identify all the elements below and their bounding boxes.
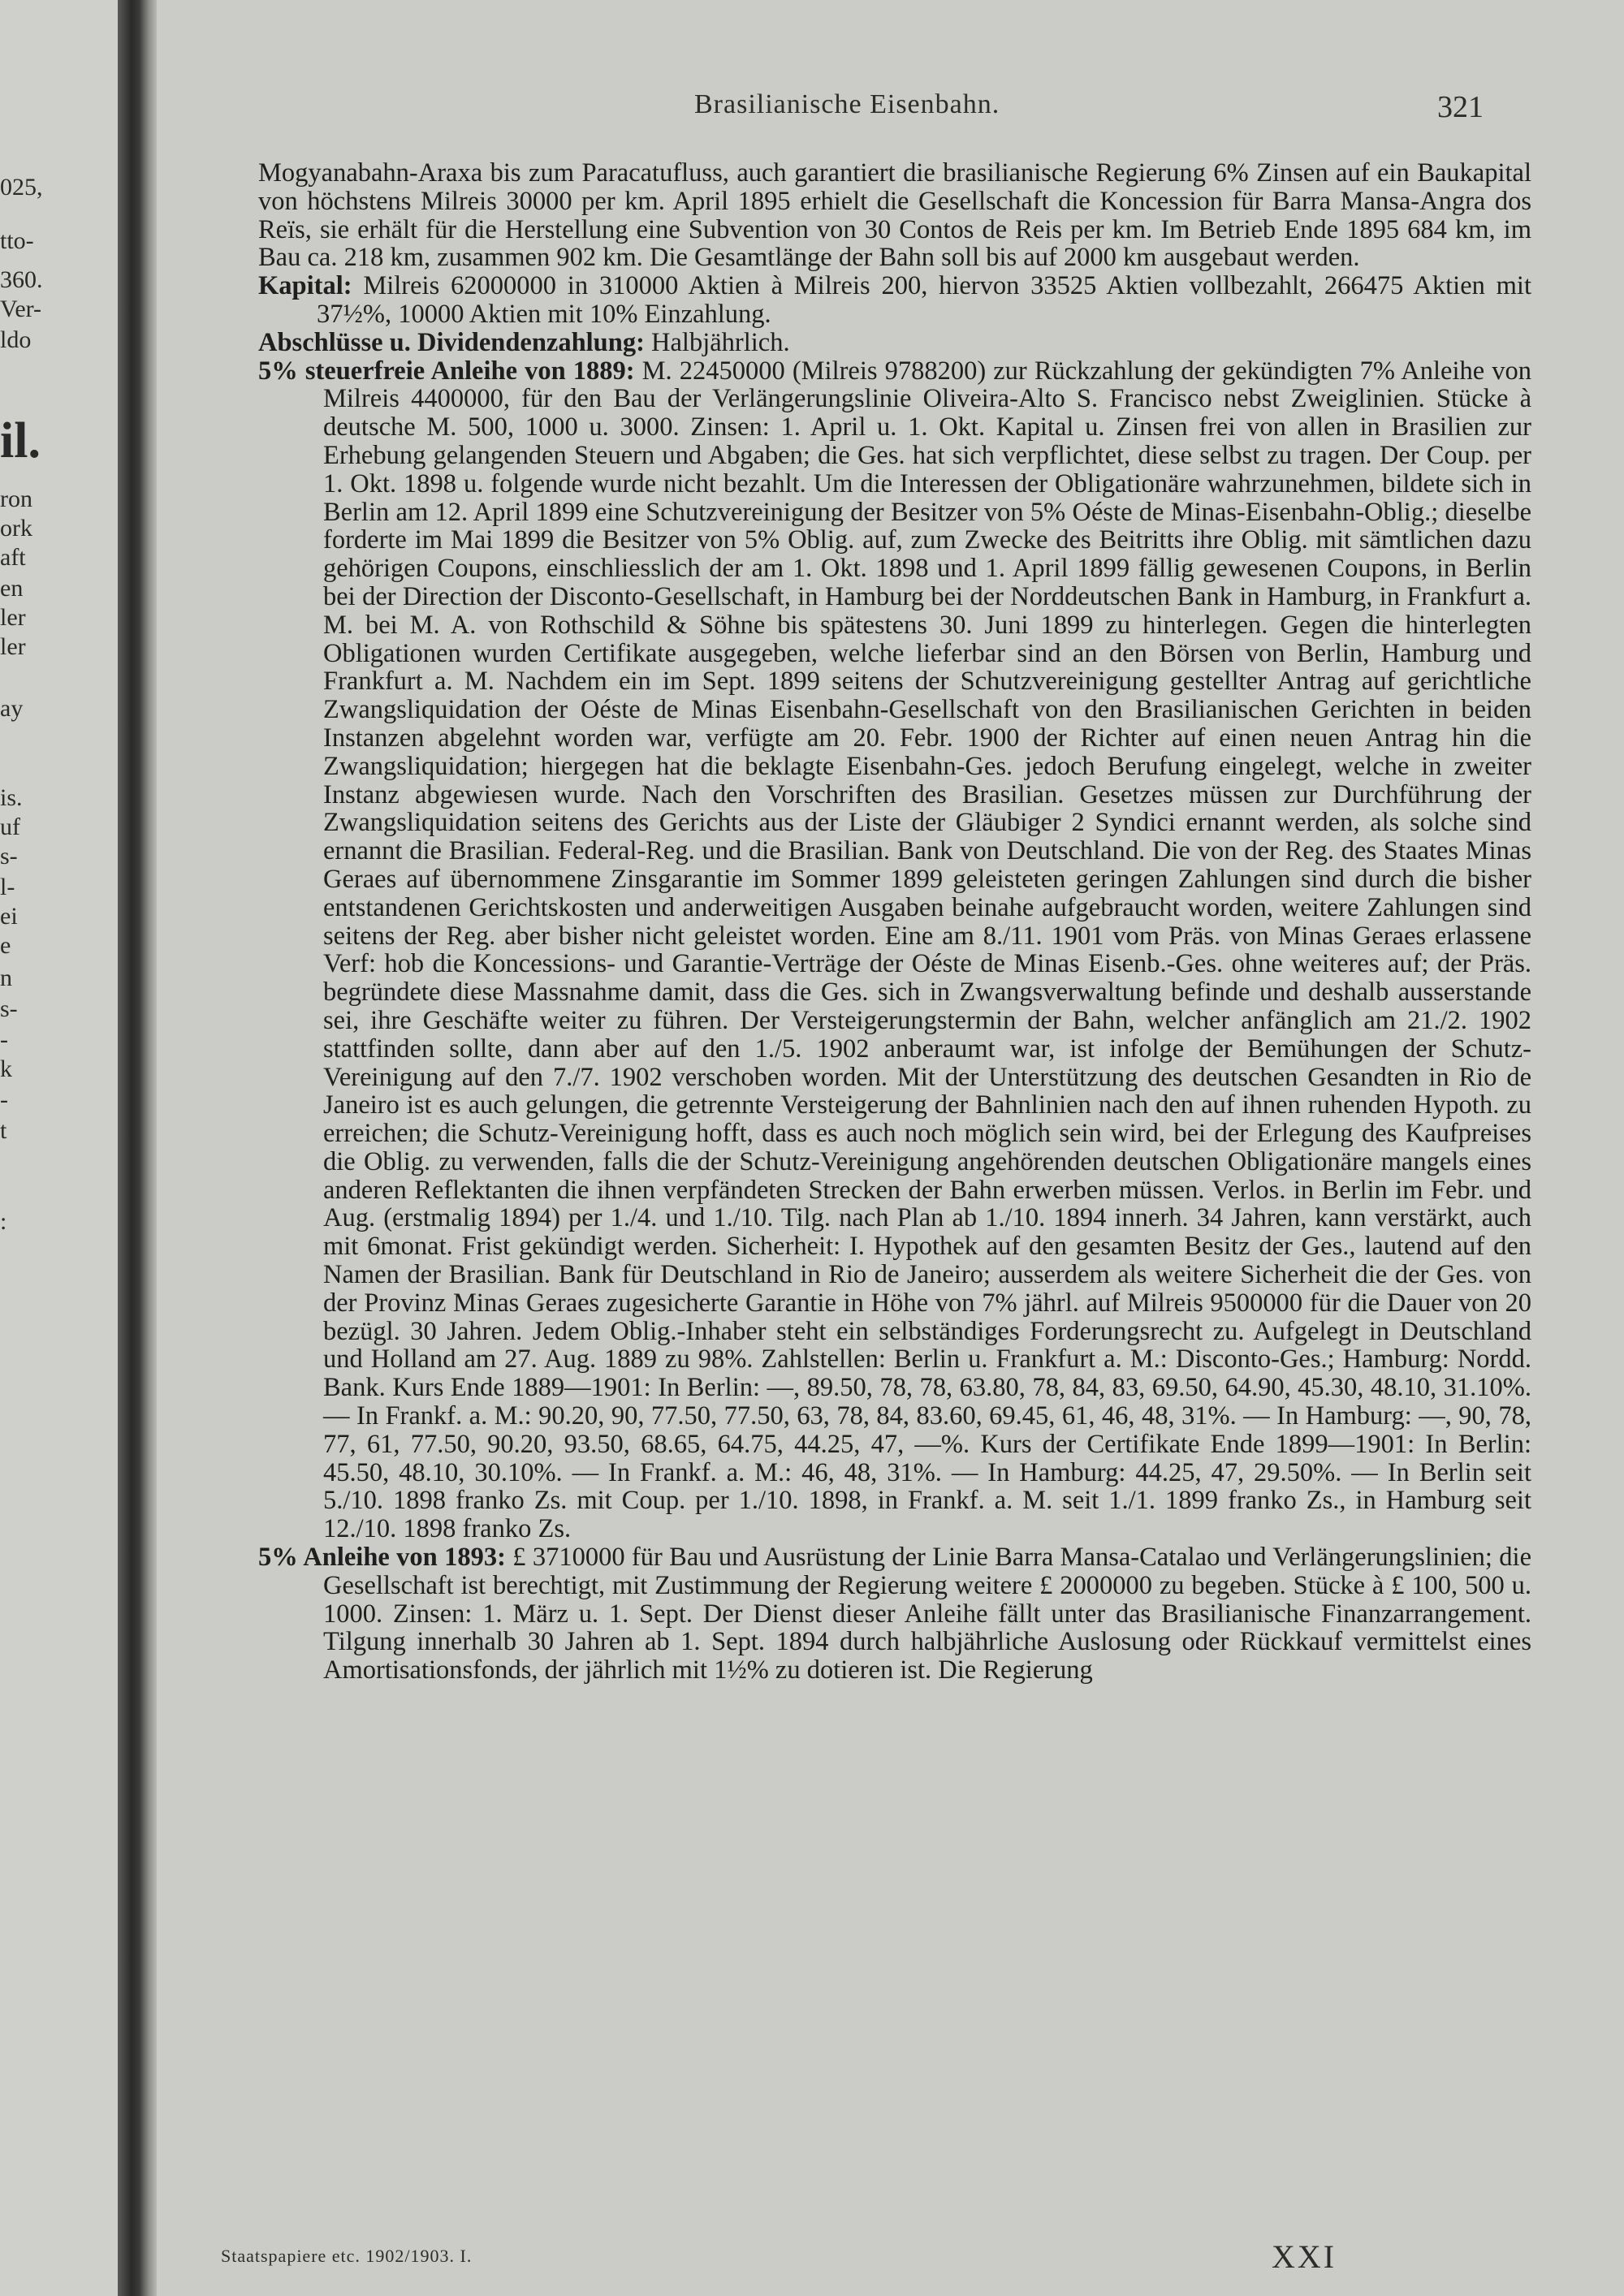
paragraph-text: £ 3710000 für Bau und Ausrüstung der Linie Barra Mansa-Catalao und Verlängerungslinien; die Gesellschaft ist berechtigt, mit Zustimmung der Regierung weitere £ 2000000 zu begeben. Stücke à £ 100, 500 u. 1000. Zinsen: 1. März u. 1. Sept. Der Dienst dieser Anleihe fällt unter das Brasilianische Finanzarrangement. Tilgung innerhalb 30 Jahren ab 1. Sept. 1894 durch halbjährliche Auslosung oder Rückkauf vermittelst eines Amortisationsfonds, der jährlich mit 1½% zu dotieren ist. Die Regierung: [323, 1543, 1531, 1685]
left-page-fragment: -: [0, 1026, 8, 1053]
paragraph-intro: [258, 159, 1531, 272]
paragraph-anleihe-1893: [258, 1543, 1531, 1685]
left-page-fragment: is.: [0, 784, 23, 811]
paragraph-lead: 5% Anleihe von 1893:: [258, 1543, 506, 1573]
paragraph-anleihe-1889: [258, 356, 1531, 1544]
left-page-strip: [0, 0, 122, 2296]
paragraph-text: M. 22450000 (Milreis 9788200) zur Rückzahlung der gekündigten 7% Anleihe von Milreis 4400000, für den Bau der Verlängerungslinie Oliveira-Alto S. Francisco nebst Zweiglinien. Stücke à deutsche M. 500, 1000 u. 3000. Zinsen: 1. April u. 1. Okt. Kapital u. Zinsen frei von allen in Brasilien zur Erhebung gelangenden Steuern und Abgaben; die Ges. hat sich verpflichtet, diese selbst zu tragen. Der Coup. per 1. Okt. 1898 u. folgende wurde nicht bezahlt. Um die Interessen der Obligationäre wahrzunehmen, bildete sich in Berlin am 12. April 1899 eine Schutzvereinigung der Besitzer von 5% Oéste de Minas-Eisenbahn-Oblig.; dieselbe forderte im Mai 1899 die Besitzer von 5% Oblig. auf, zum Zwecke des Beitritts ihre Oblig. mit sämtlichen dazu gehörigen Coupons, einschliesslich der am 1. Okt. 1898 und 1. April 1899 fällig gewesenen Coupons, in Berlin bei der Direction der Disconto-Gesellschaft, in Hamburg bei der Norddeutschen Bank in Hamburg, in Frankfurt a. M. bei M. A. von Rothschild & Söhne bis spätestens 30. Juni 1899 zu hinterlegen. Gegen die hinterlegten Obligationen wurden Certifikate ausgegeben, welche lieferbar sind an den Börsen von Berlin, Hamburg und Frankfurt a. M. Nachdem ein im Sept. 1899 seitens der Schutzvereinigung gestellter Antrag auf gerichtliche Zwangsliquidation der Oéste de Minas Eisenbahn-Gesellschaft von den Brasilianischen Gerichten in beiden Instanzen abgelehnt worden war, verfügte am 20. Febr. 1900 der Richter auf einen neuen Antrag hin die Zwangsliquidation; hiergegen hat die beklagte Eisenbahn-Ges. jedoch Berufung eingelegt, welche in zweiter Instanz abgewiesen wurde. Nach den Vorschriften des Brasilian. Gesetzes müssen zur Durchführung der Zwangsliquidation seitens des Gerichts aus der Liste der Gläubiger 2 Syndici ernannt werden, als solche sind ernannt die Brasilian. Federal-Reg. und die Brasilian. Bank von Deutschland. Die von der Reg. des Staates Minas Geraes auf übernommene Zinsgarantie im Sommer 1899 geleisteten geringen Zahlungen sind durch die bisher entstandenen Gerichtskosten und anderweitigen Ausgaben beinahe aufgebraucht worden, weitere Zahlungen sind seitens der Reg. aber bisher nicht geleistet worden. Eine am 8./11. 1901 vom Präs. von Minas Geraes erlassene Verf: hob die Koncessions- und Garantie-Verträge der Oéste de Minas Eisenb.-Ges. ohne weiteres auf; der Präs. begründete diese Massnahme damit, dass die Ges. sich in Zwangsverwaltung befinde und deshalb ausserstande sei, ihre Geschäfte weiter zu führen. Der Versteigerungstermin der Bahn, welcher anfänglich am 21./2. 1902 stattfinden sollte, dann aber auf den 1./5. 1902 anberaumt war, ist infolge der Bemühungen der Schutz-Vereinigung auf den 7./7. 1902 verschoben worden. Mit der Unterstützung des deutschen Gesandten in Rio de Janeiro ist es auch gelungen, die getrennte Versteigerung der Bahnlinien nach den auf ihnen ruhenden Hypoth. zu erreichen; die Schutz-Vereinigung hofft, dass es auch noch möglich sein wird, bei der Erlegung des Kaufpreises die Oblig. zu verwenden, falls die der Schutz-Vereinigung angehörenden deutschen Obligationäre mangels eines anderen Reflektanten die ihnen verpfändeten Strecken der Bahn erwerben müssen. Verlos. in Berlin im Febr. und Aug. (erstmalig 1894) per 1./4. und 1./10. Tilg. nach Plan ab 1./10. 1894 innerh. 34 Jahren, kann verstärkt, auch mit 6monat. Frist gekündigt werden. Sicherheit: I. Hypothek auf den gesamten Besitz der Ges., lautend auf den Namen der Brasilian. Bank für Deutschland in Rio de Janeiro; ausserdem als weitere Sicherheit die der Ges. von der Provinz Minas Geraes zugesicherte Garantie in Höhe von 7% jährl. auf Milreis 9500000 für die Dauer von 20 bezügl. 30 Jahren. Jedem Oblig.-Inhaber steht ein selbständiges Forderungsrecht zu. Aufgelegt in Deutschland und Holland am 27. Aug. 1889 zu 98%. Zahlstellen: Berlin u. Frankfurt a. M.: Disconto-Ges.; Hamburg: Nordd. Bank. Kurs Ende 1889—1901: In Berlin: —, 89.50, 78, 78, 63.80, 78, 84, 83, 69.50, 64.90, 45.30, 48.10, 31.10%. — In Frankf. a. M.: 90.20, 90, 77.50, 77.50, 63, 78, 84, 83.60, 69.45, 61, 46, 48, 31%. — In Hamburg: —, 90, 78, 77, 61, 77.50, 90.20, 93.50, 68.65, 64.75, 44.25, 47, —%. Kurs der Certifikate Ende 1899—1901: In Berlin: 45.50, 48.10, 30.10%. — In Frankf. a. M.: 46, 48, 31%. — In Hamburg: 44.25, 47, 29.50%. — In Berlin seit 5./10. 1898 franko Zs. mit Coup. per 1./10. 1898, in Frankf. a. M. seit 1./1. 1899 franko Zs., in Hamburg seit 12./10. 1898 franko Zs.: [323, 356, 1531, 1544]
left-page-fragment: ork: [0, 515, 32, 542]
paragraph-lead: 5% steuerfreie Anleihe von 1889:: [258, 356, 635, 386]
running-head: Brasilianische Eisenbahn.: [694, 89, 1000, 119]
paragraph-text: Mogyanabahn-Araxa bis zum Paracatufluss, auch garantiert die brasilianische Regierung 6% Zinsen auf ein Baukapital von höchstens Milreis 30000 per km. April 1895 erhielt die Gesellschaft die Koncession für Barra Mansa-Angra dos Reïs, sie erhält für die Herstellung eine Subvention von 30 Contos de Reis per km. Im Betrieb Ende 1895 684 km, im Bau ca. 218 km, zusammen 902 km. Die Gesamtlänge der Bahn soll bis auf 2000 km ausgebaut werden.: [258, 158, 1531, 273]
left-page-fragment: ay: [0, 695, 24, 722]
paragraph-text: Halbjährlich.: [644, 327, 790, 357]
left-page-fragment: ler: [0, 633, 26, 660]
book-spine: [118, 0, 157, 2296]
paragraph-lead: Abschlüsse u. Dividendenzahlung:: [258, 327, 645, 357]
paragraph-abschluesse: [258, 327, 1531, 357]
left-page-fragment: 025,: [0, 174, 43, 201]
left-page-fragment: ron: [0, 486, 32, 512]
left-page-fragment: -: [0, 1086, 8, 1113]
left-page-fragment: e: [0, 932, 11, 959]
left-page-fragment: t: [0, 1117, 7, 1144]
page-number: 321: [1437, 90, 1484, 124]
left-page-fragment: :: [0, 1208, 7, 1235]
footer-source-note: Staatspapiere etc. 1902/1903. I.: [221, 2246, 473, 2266]
left-page-fragment: ei: [0, 903, 18, 930]
paragraph-lead: Kapital:: [258, 271, 352, 301]
left-page-fragment: Ver-: [0, 296, 42, 322]
left-page-fragment: s-: [0, 843, 18, 870]
left-page-fragment: en: [0, 575, 24, 602]
left-page-fragment: n: [0, 965, 12, 991]
page-body: [258, 159, 1531, 1685]
left-page-fragment: uf: [0, 814, 20, 840]
left-page-fragment: l-: [0, 874, 15, 900]
signature-mark: XXI: [1272, 2238, 1337, 2275]
paragraph-text: Milreis 62000000 in 310000 Aktien à Milreis 200, hiervon 33525 Aktien vollbezahlt, 266475 Aktien mit 37½%, 10000 Aktien mit 10% Einzahlung.: [317, 271, 1531, 329]
left-page-fragment: 360.: [0, 266, 43, 293]
left-page-fragment: s-: [0, 995, 18, 1022]
left-page-fragment: k: [0, 1055, 12, 1082]
left-page-fragment: aft: [0, 544, 26, 571]
left-page-fragment: ldo: [0, 326, 32, 353]
left-page-fragment: il.: [0, 413, 41, 468]
left-page-fragment: ler: [0, 604, 26, 631]
left-page-fragment: tto-: [0, 227, 34, 254]
paragraph-kapital: [258, 271, 1531, 329]
